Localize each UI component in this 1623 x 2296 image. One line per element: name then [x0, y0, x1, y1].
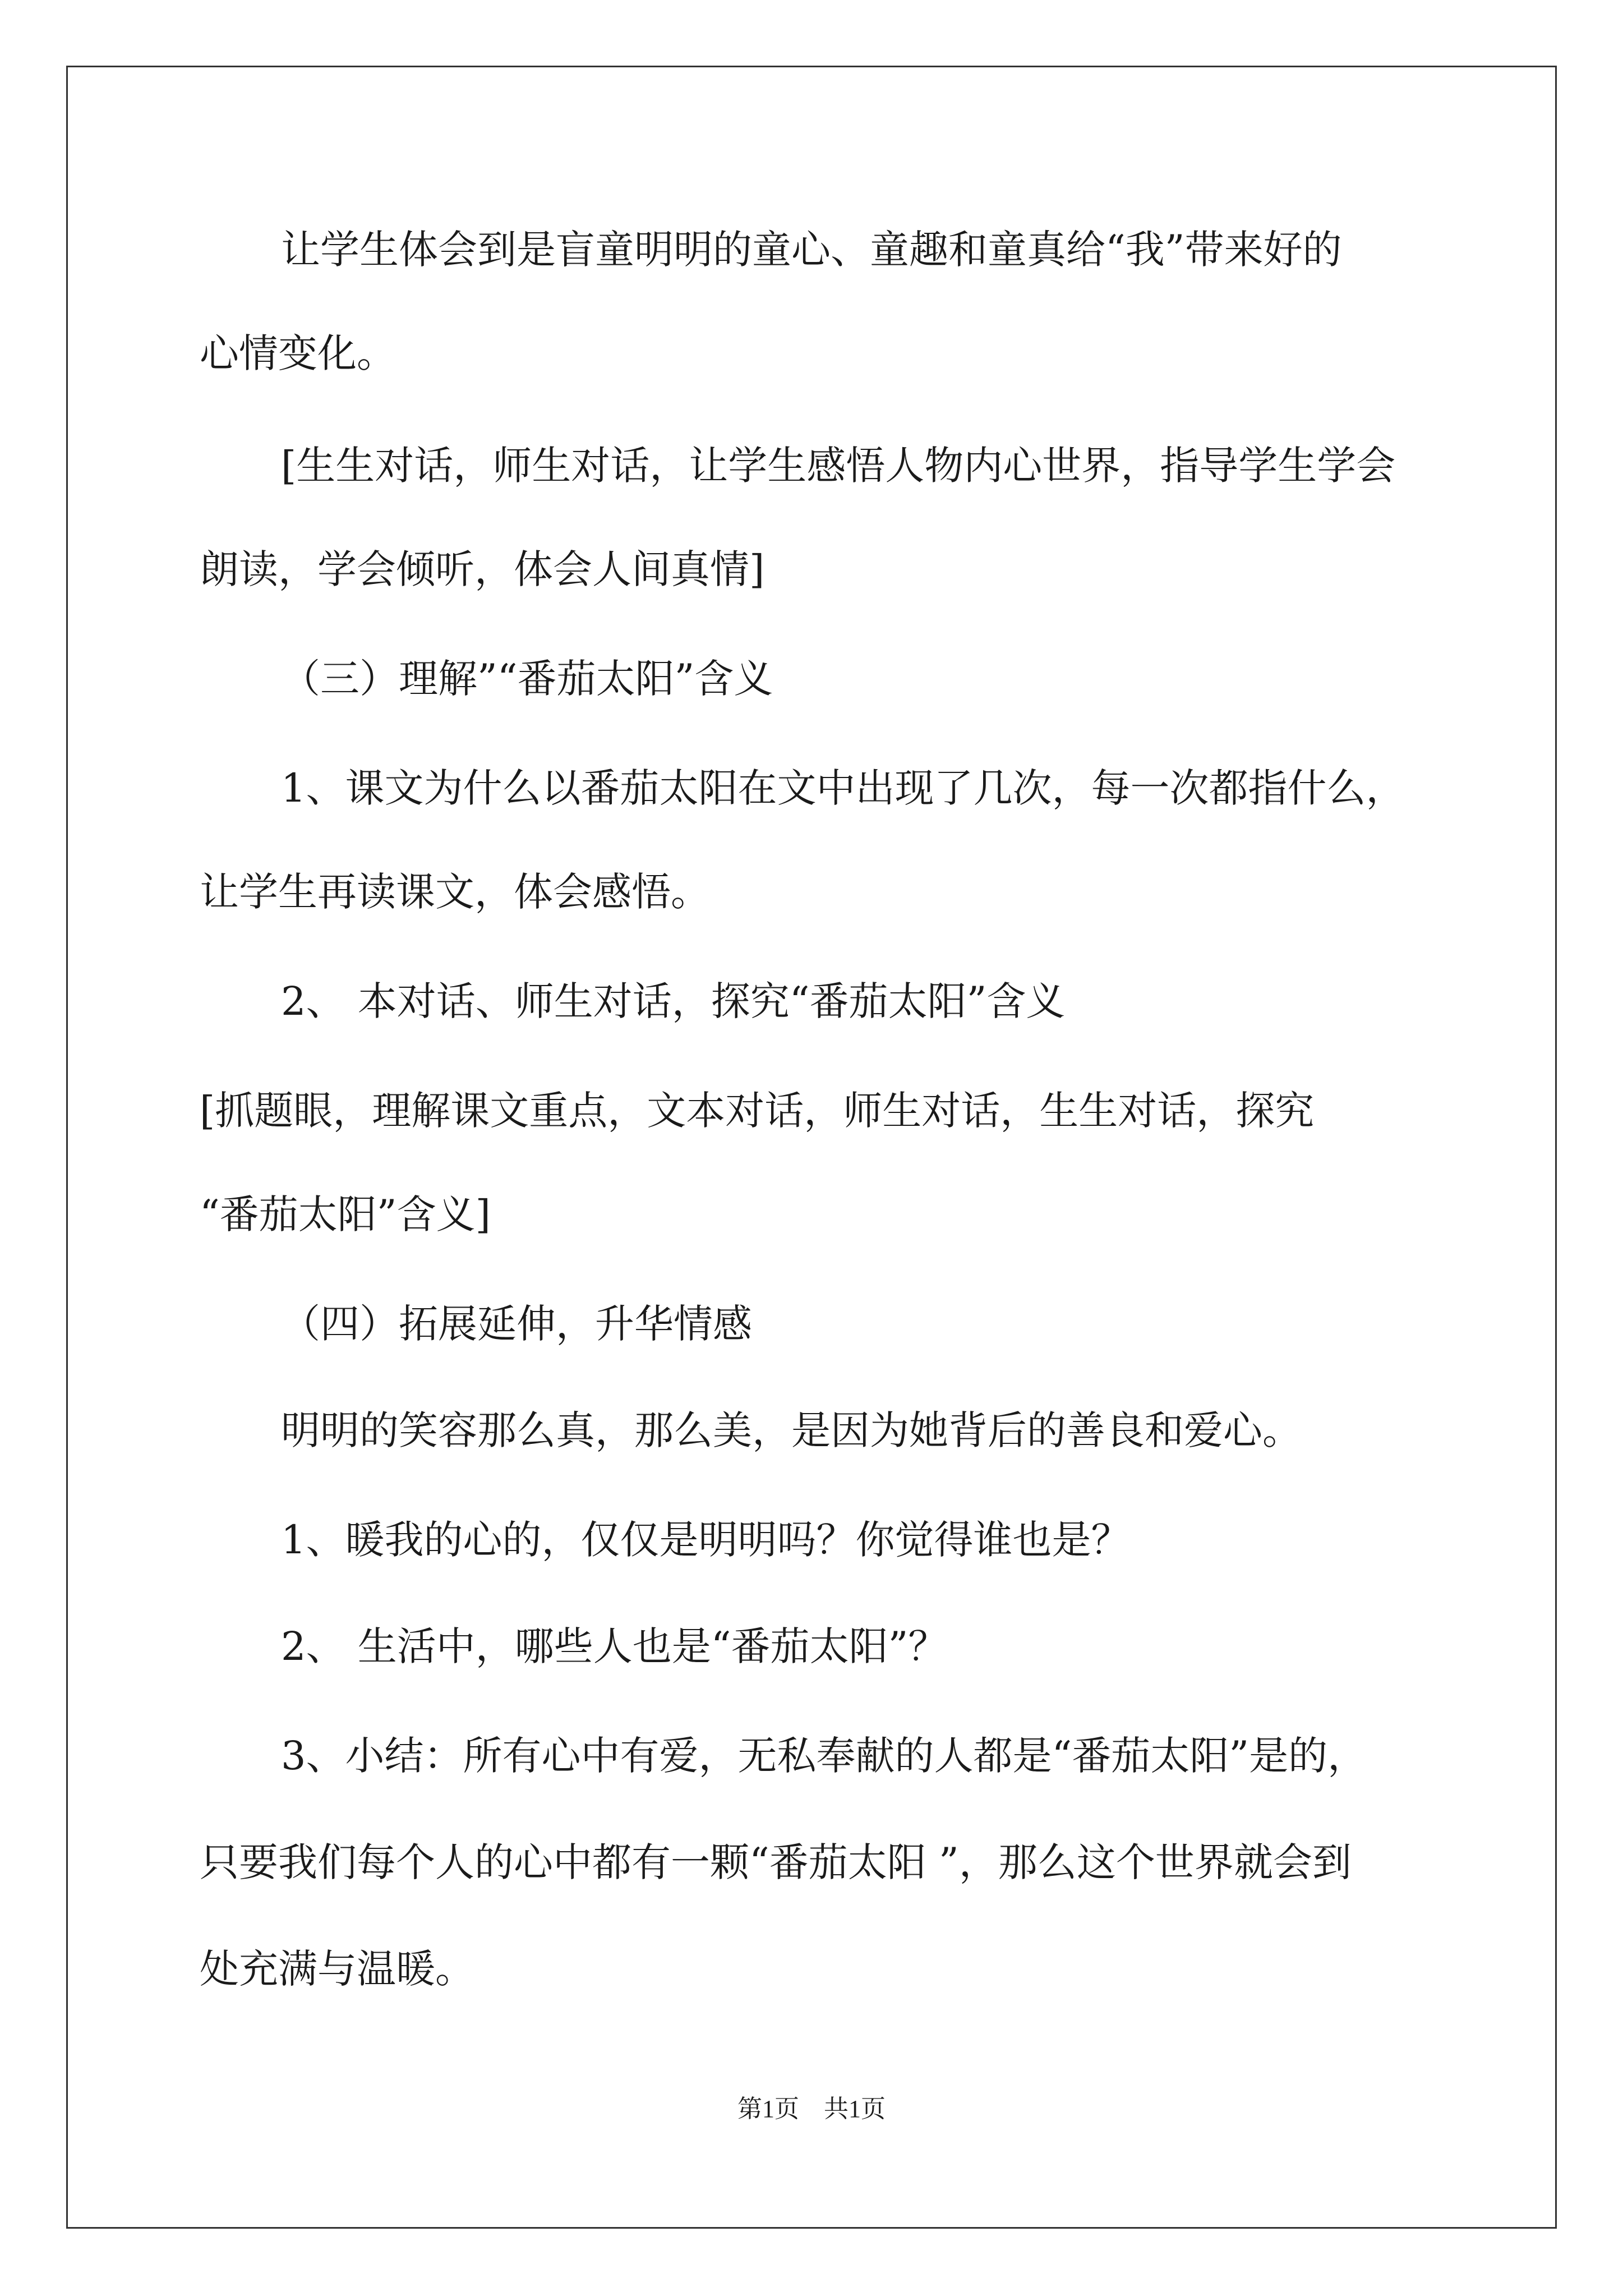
paragraph-line: 处充满与温暖。 — [200, 1946, 474, 1992]
paragraph-line: 只要我们每个人的心中都有一颗“番茄太阳 ”，那么这个世界就会到 — [200, 1839, 1352, 1885]
section-heading: （三）理解”“番茄太阳”含义 — [281, 656, 773, 702]
paragraph-line: 心情变化。 — [200, 330, 396, 376]
page-border — [66, 66, 1557, 2229]
paragraph-line: 1、暖我的心的，仅仅是明明吗？你觉得谁也是？ — [281, 1517, 1131, 1563]
paragraph-line: 1、课文为什么以番茄太阳在文中出现了几次，每一次都指什么， — [281, 765, 1405, 811]
paragraph-line: [生生对话，师生对话，让学生感悟人物内心世界，指导学生学会 — [281, 443, 1396, 489]
paragraph-line: 明明的笑容那么真，那么美，是因为她背后的善良和爱心。 — [281, 1407, 1302, 1453]
section-heading: （四）拓展延伸，升华情感 — [281, 1301, 752, 1347]
paragraph-line: 朗读，学会倾听，体会人间真情] — [200, 546, 765, 592]
page-number-footer: 第1页 共1页 — [737, 2095, 886, 2123]
paragraph-line: 让学生再读课文，体会感悟。 — [200, 869, 710, 915]
paragraph-line: 让学生体会到是盲童明明的童心、童趣和童真给“我”带来好的 — [281, 227, 1342, 273]
paragraph-line: 2、 本对话、师生对话，探究“番茄太阳”含义 — [281, 978, 1066, 1024]
paragraph-line: [抓题眼，理解课文重点，文本对话，师生对话，生生对话，探究 — [200, 1088, 1315, 1134]
paragraph-line: “番茄太阳”含义] — [200, 1191, 491, 1237]
paragraph-line: 2、 生活中，哪些人也是“番茄太阳”？ — [281, 1623, 948, 1669]
paragraph-line: 3、小结：所有心中有爱，无私奉献的人都是“番茄太阳”是的， — [281, 1733, 1367, 1779]
